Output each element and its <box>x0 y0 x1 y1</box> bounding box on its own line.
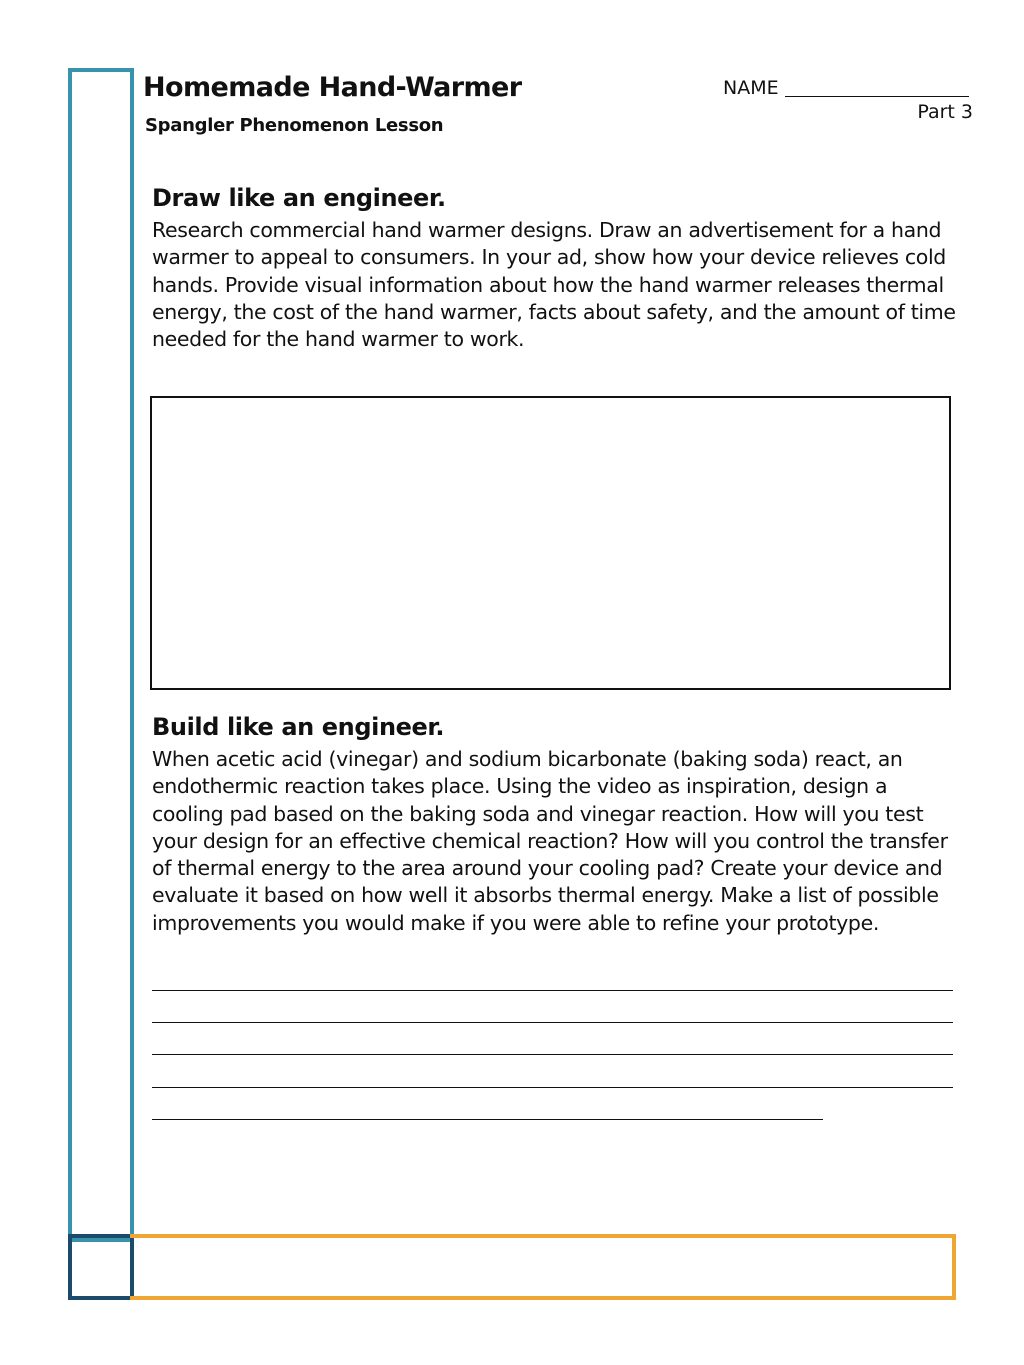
answer-line[interactable] <box>152 1022 953 1023</box>
answer-line[interactable] <box>152 1119 823 1120</box>
answer-line[interactable] <box>152 990 953 991</box>
page-title: Homemade Hand-Warmer <box>143 72 522 103</box>
name-input-line[interactable] <box>785 96 969 97</box>
name-label: NAME <box>723 77 779 99</box>
drawing-box[interactable] <box>150 396 951 690</box>
answer-line[interactable] <box>152 1054 953 1055</box>
part-label: Part 3 <box>917 101 973 123</box>
bottom-border-frame <box>130 1234 956 1300</box>
page-subtitle: Spangler Phenomenon Lesson <box>145 115 444 136</box>
left-border-frame <box>68 68 134 1242</box>
corner-square-frame <box>68 1234 134 1300</box>
name-field <box>723 77 969 99</box>
answer-line[interactable] <box>152 1087 953 1088</box>
draw-section-heading: Draw like an engineer. <box>152 184 446 212</box>
build-section-heading: Build like an engineer. <box>152 713 445 741</box>
draw-section-instructions: Research commercial hand warmer designs. Draw an advertisement for a hand warmer to appeal to consumers. In your ad, show how your device relieves cold hands. Provide visual information about how the hand warmer releases thermal energy, the cost of the hand warmer, facts about safety, and the amount of time needed for the hand warmer to work. <box>152 218 956 352</box>
build-section-instructions: When acetic acid (vinegar) and sodium bicarbonate (baking soda) react, an endothermic reaction takes place. Using the video as inspiration, design a cooling pad based on the baking soda and vinegar reaction. How will you test your design for an effective chemical reaction? How will you control the transfer of thermal energy to the area around your cooling pad? Create your device and evaluate it based on how well it absorbs thermal energy. Make a list of possible improvements you would make if you were able to refine your prototype. <box>152 747 948 935</box>
